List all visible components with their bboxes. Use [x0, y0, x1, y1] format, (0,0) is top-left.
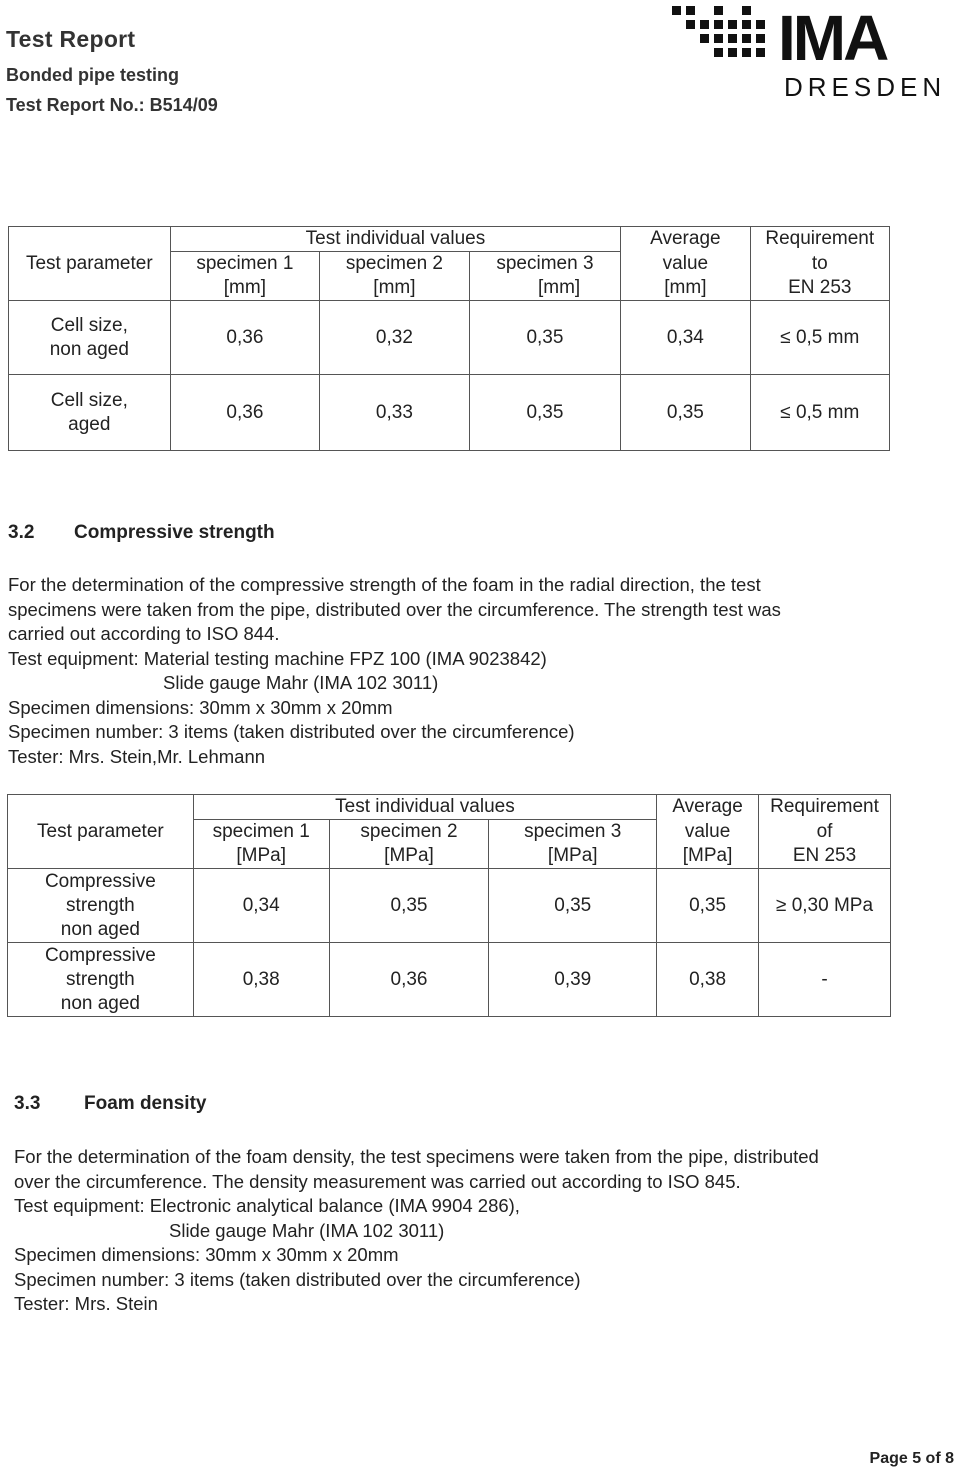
section-heading-compressive — [8, 522, 275, 544]
logo-wordmark: IMA — [778, 2, 887, 74]
unit-label: [MPa] — [193, 844, 329, 869]
row-label — [8, 943, 194, 1017]
text-line: Specimen dimensions: 30mm x 30mm x 20mm — [14, 1244, 399, 1265]
section-paragraph-compressive — [8, 573, 781, 769]
req-header-3: EN 253 — [750, 276, 889, 301]
specimen-header: specimen 2 — [329, 820, 489, 845]
unit-label: [mm] — [320, 276, 470, 301]
report-subtitle: Bonded pipe testing — [6, 65, 179, 85]
row-label-line: Cell size, — [50, 389, 128, 411]
avg-header-1: Average — [621, 227, 750, 252]
req-header-2: to — [750, 252, 889, 277]
row-label — [9, 375, 171, 451]
unit-label: [mm] — [469, 276, 621, 301]
req-cell: ≥ 0,30 MPa — [759, 869, 891, 943]
report-header — [6, 26, 218, 116]
value-cell: 0,36 — [170, 375, 320, 451]
avg-header-3: [MPa] — [657, 844, 759, 869]
avg-cell: 0,38 — [657, 943, 759, 1017]
row-label-line: non aged — [60, 992, 140, 1014]
group-header: Test individual values — [193, 795, 656, 820]
value-cell: 0,32 — [320, 301, 470, 375]
value-cell: 0,36 — [329, 943, 489, 1017]
unit-label: [MPa] — [489, 844, 657, 869]
value-cell: 0,35 — [469, 375, 621, 451]
row-label — [9, 301, 171, 375]
section-heading-foam-density — [14, 1093, 206, 1115]
req-header-1: Requirement — [750, 227, 889, 252]
text-line: Tester: Mrs. Stein,Mr. Lehmann — [8, 745, 266, 767]
req-cell: ≤ 0,5 mm — [750, 301, 889, 375]
req-cell: - — [759, 943, 891, 1017]
text-line: Tester: Mrs. Stein — [14, 1293, 158, 1314]
req-header-2: of — [759, 820, 891, 845]
specimen-header: specimen 1 — [170, 252, 320, 277]
row-label-line: non aged — [49, 338, 129, 360]
text-line: Slide gauge Mahr (IMA 102 3011) — [169, 1219, 445, 1241]
avg-header-3: [mm] — [621, 276, 750, 301]
param-header: Test parameter — [8, 795, 194, 869]
text-line: Test equipment: Electronic analytical balance (IMA 9904 286), — [14, 1195, 520, 1216]
row-label-line: non aged — [60, 918, 140, 940]
text-line: Test equipment: Material testing machine FPZ 100 (IMA 9023842) — [8, 647, 547, 669]
report-number: Test Report No.: B514/09 — [6, 95, 218, 115]
unit-label: [MPa] — [329, 844, 489, 869]
section-paragraph-foam-density — [14, 1145, 819, 1317]
req-header-3: EN 253 — [759, 844, 891, 869]
specimen-header: specimen 1 — [193, 820, 329, 845]
row-label-line: strength — [66, 968, 135, 990]
cell-size-table — [8, 226, 890, 451]
avg-cell: 0,35 — [657, 869, 759, 943]
group-header: Test individual values — [170, 227, 621, 252]
page-number: Page 5 of 8 — [869, 1450, 954, 1467]
value-cell: 0,39 — [489, 943, 657, 1017]
text-line: For the determination of the foam density, the test specimens were taken from the pipe, distributed — [14, 1146, 819, 1167]
report-title: Test Report — [6, 26, 136, 52]
text-line: Specimen number: 3 items (taken distributed over the circumference) — [8, 721, 575, 742]
row-label-line: aged — [68, 413, 111, 435]
row-label-line: Compressive — [44, 944, 156, 966]
value-cell: 0,38 — [193, 943, 329, 1017]
row-label-line: Cell size, — [50, 314, 128, 336]
text-line: carried out according to ISO 844. — [8, 623, 280, 644]
value-cell: 0,34 — [193, 869, 329, 943]
avg-cell: 0,35 — [621, 375, 750, 451]
section-number: 3.3 — [14, 1093, 41, 1114]
avg-cell: 0,34 — [621, 301, 750, 375]
row-label-line: strength — [66, 894, 135, 916]
avg-header-2: value — [657, 820, 759, 845]
section-number: 3.2 — [8, 522, 35, 543]
value-cell: 0,35 — [489, 869, 657, 943]
section-title: Compressive strength — [74, 522, 275, 543]
text-line: Specimen dimensions: 30mm x 30mm x 20mm — [8, 696, 393, 718]
req-cell: ≤ 0,5 mm — [750, 375, 889, 451]
unit-label: [mm] — [170, 276, 320, 301]
ima-logo — [668, 2, 956, 102]
req-header-1: Requirement — [759, 795, 891, 820]
row-label — [8, 869, 194, 943]
compressive-strength-table — [7, 794, 891, 1017]
text-line: specimens were taken from the pipe, distributed over the circumference. The strength test was — [8, 598, 781, 620]
row-label-line: Compressive — [44, 870, 156, 892]
value-cell: 0,36 — [170, 301, 320, 375]
value-cell: 0,33 — [320, 375, 470, 451]
specimen-header: specimen 3 — [489, 820, 657, 845]
text-line: Specimen number: 3 items (taken distributed over the circumference) — [14, 1268, 581, 1290]
specimen-header: specimen 2 — [320, 252, 470, 277]
specimen-header: specimen 3 — [469, 252, 621, 277]
text-line: Slide gauge Mahr (IMA 102 3011) — [163, 672, 439, 693]
logo-city: DRESDEN — [784, 72, 947, 102]
section-title: Foam density — [84, 1093, 207, 1114]
param-header: Test parameter — [9, 227, 171, 301]
avg-header-1: Average — [657, 795, 759, 820]
value-cell: 0,35 — [329, 869, 489, 943]
text-line: over the circumference. The density measurement was carried out according to ISO 845. — [14, 1170, 741, 1192]
text-line: For the determination of the compressive strength of the foam in the radial direction, the test — [8, 574, 761, 595]
ima-dots-icon — [668, 6, 768, 66]
value-cell: 0,35 — [469, 301, 621, 375]
avg-header-2: value — [621, 252, 750, 277]
